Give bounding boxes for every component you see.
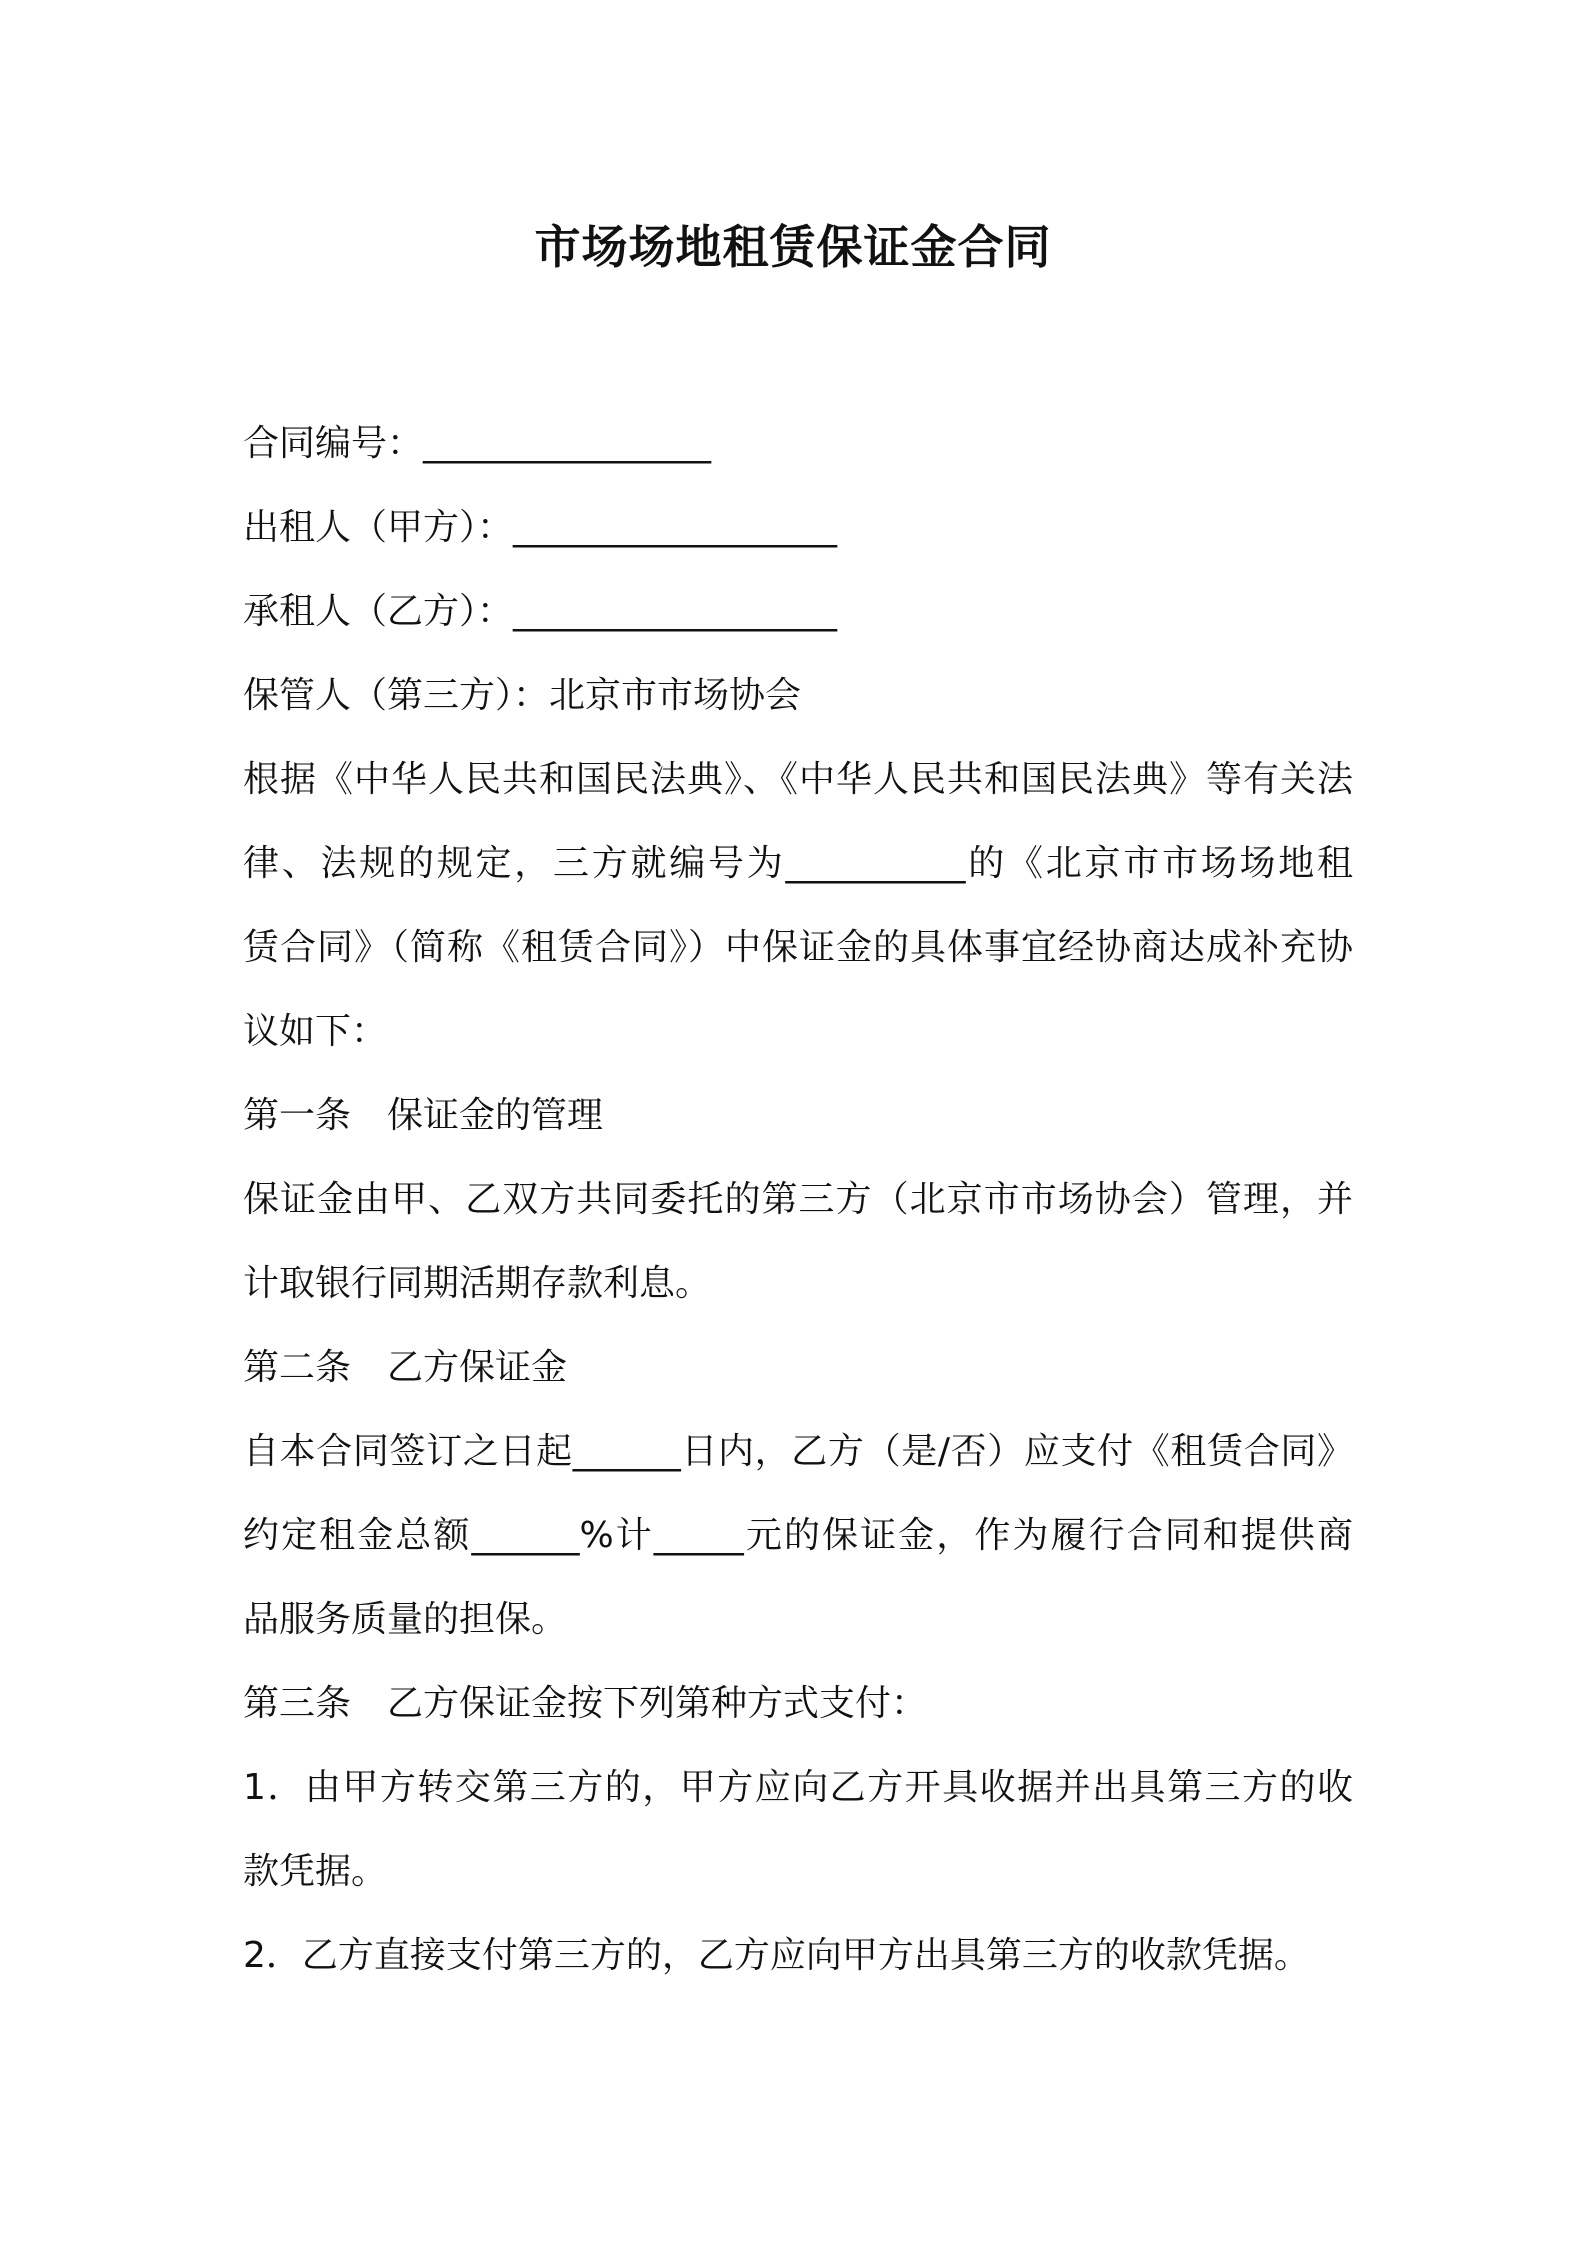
article-1-line: 计取银行同期活期存款利息。 bbox=[243, 1263, 712, 1304]
article-1-line: 保证金由甲、乙双方共同委托的第三方（北京市市场协会）管理，并 bbox=[243, 1179, 1353, 1220]
document-body bbox=[243, 402, 1353, 1998]
article-3-line: 1．由甲方转交第三方的，甲方应向乙方开具收据并出具第三方的收 bbox=[243, 1767, 1353, 1808]
article-3-line: 款凭据。 bbox=[243, 1851, 388, 1892]
document-title: 市场场地租赁保证金合同 bbox=[534, 220, 1052, 274]
contract-number-field: 合同编号：________________ bbox=[243, 423, 712, 464]
article-3-line: 2．乙方直接支付第三方的，乙方应向甲方出具第三方的收款凭据。 bbox=[243, 1935, 1310, 1976]
article-2-line: 品服务质量的担保。 bbox=[243, 1599, 568, 1640]
lessor-field: 出租人（甲方）：__________________ bbox=[243, 507, 838, 548]
article-3-heading: 第三条 乙方保证金按下列第种方式支付： bbox=[243, 1683, 928, 1724]
article-1-heading: 第一条 保证金的管理 bbox=[243, 1095, 604, 1136]
preamble-line: 根据《中华人民共和国民法典》、《中华人民共和国民法典》等有关法 bbox=[243, 759, 1353, 800]
preamble-line: 律、法规的规定，三方就编号为__________的《北京市市场场地租 bbox=[243, 843, 1353, 884]
preamble-line: 赁合同》（简称《租赁合同》）中保证金的具体事宜经协商达成补充协 bbox=[243, 927, 1353, 968]
custodian-field: 保管人（第三方）：北京市市场协会 bbox=[243, 675, 802, 716]
article-2-line: 自本合同签订之日起______日内，乙方（是/否）应支付《租赁合同》 bbox=[243, 1431, 1353, 1472]
article-2-line: 约定租金总额______%计_____元的保证金，作为履行合同和提供商 bbox=[243, 1515, 1353, 1556]
article-2-heading: 第二条 乙方保证金 bbox=[243, 1347, 568, 1388]
lessee-field: 承租人（乙方）：__________________ bbox=[243, 591, 838, 632]
preamble-line: 议如下： bbox=[243, 1011, 388, 1052]
